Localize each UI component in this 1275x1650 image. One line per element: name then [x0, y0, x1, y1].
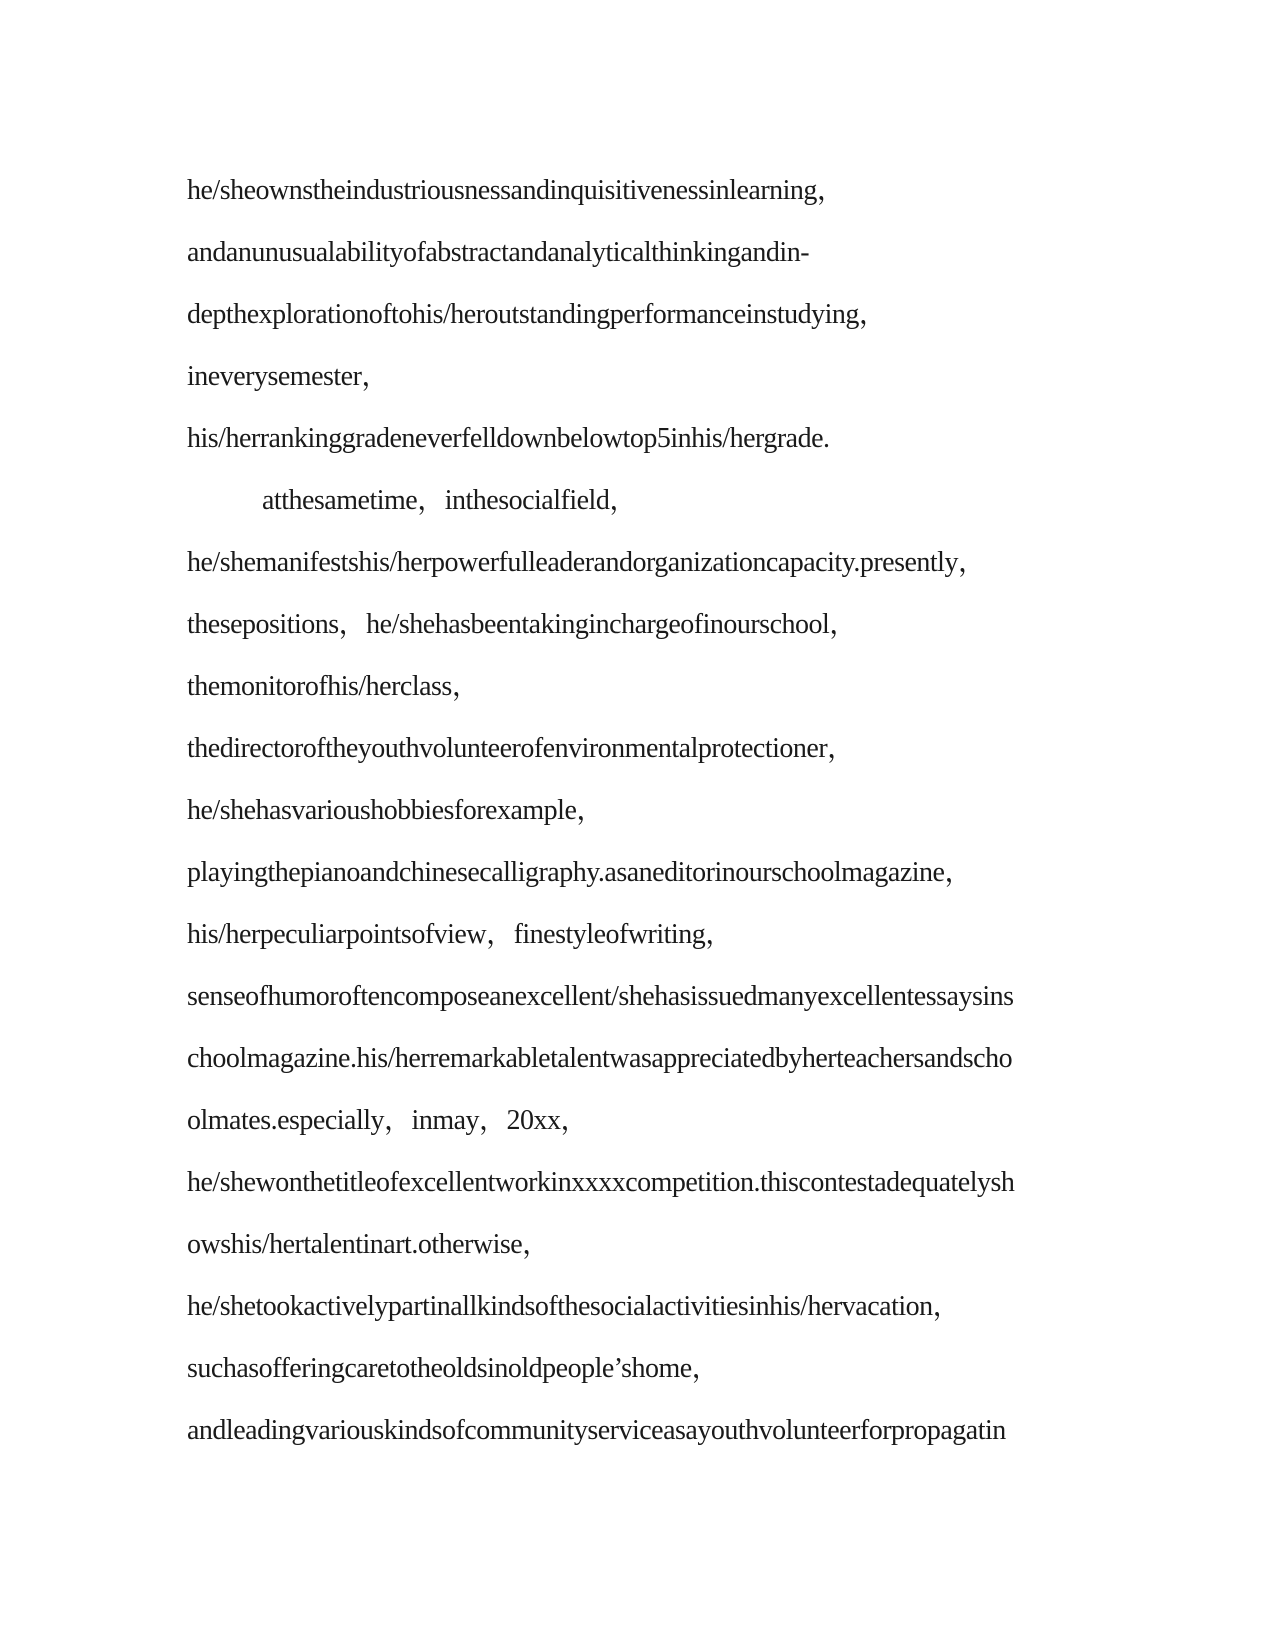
text-line: his/herrankinggradeneverfelldownbelowtop5inhis/hergrade. — [187, 423, 830, 454]
text-line: atthesametime，inthesocialfield， — [262, 485, 637, 516]
text-line: depthexplorationoftohis/heroutstandingperformanceinstudying， — [187, 299, 887, 330]
text-line: senseofhumoroftencomposeanexcellent/shehasissuedmanyexcellentessaysins — [187, 981, 1014, 1012]
text-line: he/shemanifestshis/herpowerfulleaderandorganizationcapacity.presently， — [187, 547, 986, 578]
text-line: choolmagazine.his/herremarkabletalentwasappreciatedbyherteachersandscho — [187, 1043, 1013, 1074]
text-line: owshis/hertalentinart.otherwise， — [187, 1229, 550, 1260]
text-line: thedirectoroftheyouthvolunteerofenvironmentalprotectioner， — [187, 733, 855, 764]
text-line: playingthepianoandchinesecalligraphy.asaneditorinourschoolmagazine， — [187, 857, 972, 888]
text-line: thesepositions，he/shehasbeentakinginchargeofinourschool， — [187, 609, 857, 640]
text-line: andanunusualabilityofabstractandanalyticalthinkingandin- — [187, 237, 810, 268]
text-line: themonitorofhis/herclass， — [187, 671, 480, 702]
text-line: suchasofferingcaretotheoldsinoldpeople’shome， — [187, 1353, 720, 1384]
text-line: he/sheownstheindustriousnessandinquisitivenessinlearning， — [187, 175, 845, 206]
text-line: he/shetookactivelypartinallkindsofthesocialactivitiesinhis/hervacation， — [187, 1291, 961, 1322]
text-line: ineverysemester， — [187, 361, 389, 392]
text-line: olmates.especially，inmay，20xx， — [187, 1105, 589, 1136]
body-text — [187, 168, 1107, 1470]
text-line: andleadingvariouskindsofcommunityserviceasayouthvolunteerforpropagatin — [187, 1415, 1006, 1446]
text-line: his/herpeculiarpointsofview，finestyleofwriting， — [187, 919, 733, 950]
text-line: he/shewonthetitleofexcellentworkinxxxxcompetition.thiscontestadequatelysh — [187, 1167, 1015, 1198]
text-line: he/shehasvarioushobbiesforexample， — [187, 795, 604, 826]
